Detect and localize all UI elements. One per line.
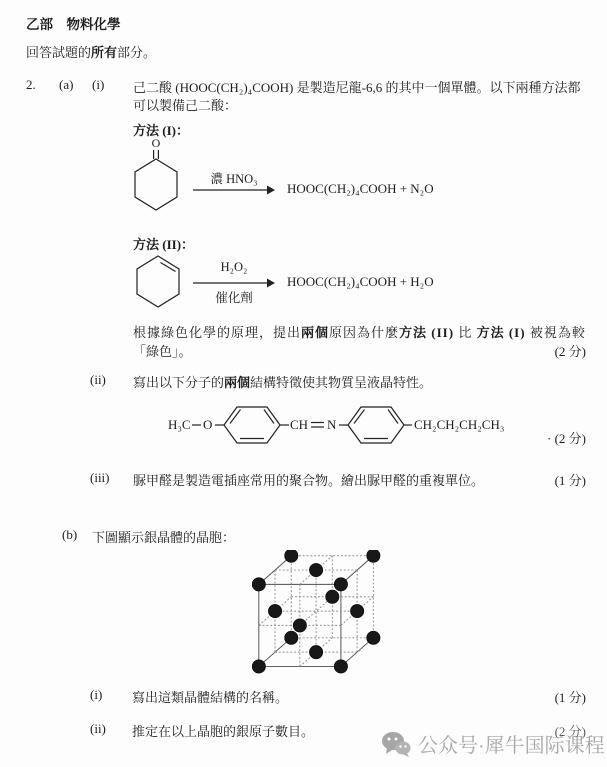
reagent-conc-hno3: 濃 HNO₃ <box>210 172 258 186</box>
method2-title: 方法 (II)： <box>133 237 195 252</box>
molecule-o-label: O <box>203 417 213 432</box>
question-aiii-text: 脲甲醛是製造電插座常用的聚合物。繪出脲甲醛的重複單位。 <box>133 473 485 488</box>
green-seg7: 被視為較 <box>525 325 586 340</box>
instruction <box>26 42 156 61</box>
section-header: 乙部 物料化學 <box>26 17 121 32</box>
benzene-ring-1 <box>224 407 280 443</box>
instruction-pre: 回答試題的 <box>26 45 92 60</box>
green-seg1: 根據綠色化學的原理，提出 <box>133 325 302 340</box>
item-bii-label: (ii) <box>90 721 106 736</box>
marks-aiii: (1 分) <box>554 473 586 488</box>
carbonyl-o-label: O <box>151 136 161 150</box>
question-aii-text <box>133 372 432 391</box>
molecule-butyl-label: CH₂CH₂CH₂CH₃ <box>414 417 505 432</box>
silver-atom <box>309 563 322 576</box>
green-seg5: 比 <box>454 325 477 340</box>
fcc-unit-cell-figure <box>252 550 384 676</box>
aii-bold: 兩個 <box>224 375 251 390</box>
item-i-label: (i) <box>92 77 105 92</box>
aii-pre: 寫出以下分子的 <box>133 375 225 390</box>
green-question-line2: 「綠色」。 <box>133 344 192 359</box>
product-1: HOOC(CH₂)₄COOH + N₂O <box>287 181 434 196</box>
silver-atom <box>252 660 265 673</box>
silver-atom <box>285 550 298 562</box>
part-b-label: (b) <box>62 527 78 542</box>
marks-aii: · (2 分) <box>547 431 586 446</box>
benzene-ring-2 <box>348 407 404 443</box>
method1-title: 方法 (I)： <box>133 123 189 138</box>
silver-atom <box>293 619 306 632</box>
marks-green: (2 分) <box>554 344 586 359</box>
silver-atom <box>326 590 339 603</box>
wechat-icon <box>381 731 411 757</box>
question-ai-line2: 可以製備己二酸： <box>133 98 238 113</box>
reaction-arrow-1 <box>193 184 275 196</box>
green-seg2: 兩個 <box>301 325 330 340</box>
green-seg4: 方法 (II) <box>399 325 455 340</box>
product-2: HOOC(CH₂)₄COOH + H₂O <box>287 274 434 289</box>
instruction-bold: 所有 <box>91 45 118 60</box>
silver-atom <box>268 604 281 617</box>
green-seg3: 原因為什麼 <box>329 325 400 340</box>
instruction-post: 部分。 <box>117 45 157 60</box>
silver-atom <box>309 645 322 658</box>
silver-atom <box>285 631 298 644</box>
cyclohexanone-structure <box>129 133 183 213</box>
green-seg6: 方法 (I) <box>476 325 526 340</box>
question-bi-text: 寫出這類晶體結構的名稱。 <box>132 690 289 705</box>
liquid-crystal-molecule-structure <box>166 396 506 450</box>
silver-atom <box>350 604 363 617</box>
marks-bi: (1 分) <box>554 690 586 705</box>
silver-atom <box>334 578 347 591</box>
molecule-methoxy-label: H₃C <box>168 417 191 432</box>
aii-post: 結構特徵使其物質呈液晶特性。 <box>250 375 433 390</box>
question-bii-text: 推定在以上晶胞的銀原子數目。 <box>132 724 315 739</box>
molecule-n-label: N <box>327 417 337 432</box>
watermark-text: 公众号·犀牛国际课程 <box>418 735 605 757</box>
silver-atom <box>334 660 347 673</box>
green-question-line1 <box>133 322 586 341</box>
item-bi-label: (i) <box>90 687 103 702</box>
part-a-label: (a) <box>59 77 74 92</box>
item-iii-label: (iii) <box>90 470 110 485</box>
molecule-ch-label: CH <box>290 417 309 432</box>
reagent-catalyst: 催化劑 <box>215 291 253 305</box>
cyclohexene-structure <box>131 252 185 312</box>
silver-atom <box>367 631 380 644</box>
reagent-h2o2: H₂O₂ <box>220 260 248 274</box>
question-b-intro: 下圖顯示銀晶體的晶胞： <box>92 530 236 545</box>
silver-atom <box>367 550 380 562</box>
question-ai-line1: 己二酸 (HOOC(CH₂)₄COOH) 是製造尼龍-6,6 的其中一個單體。以下兩種方法都 <box>133 80 581 95</box>
marks-bii: (2 分) <box>554 724 586 739</box>
watermark <box>381 729 605 758</box>
silver-atom <box>252 578 265 591</box>
question-number: 2. <box>26 77 36 92</box>
item-ii-label: (ii) <box>90 372 106 387</box>
